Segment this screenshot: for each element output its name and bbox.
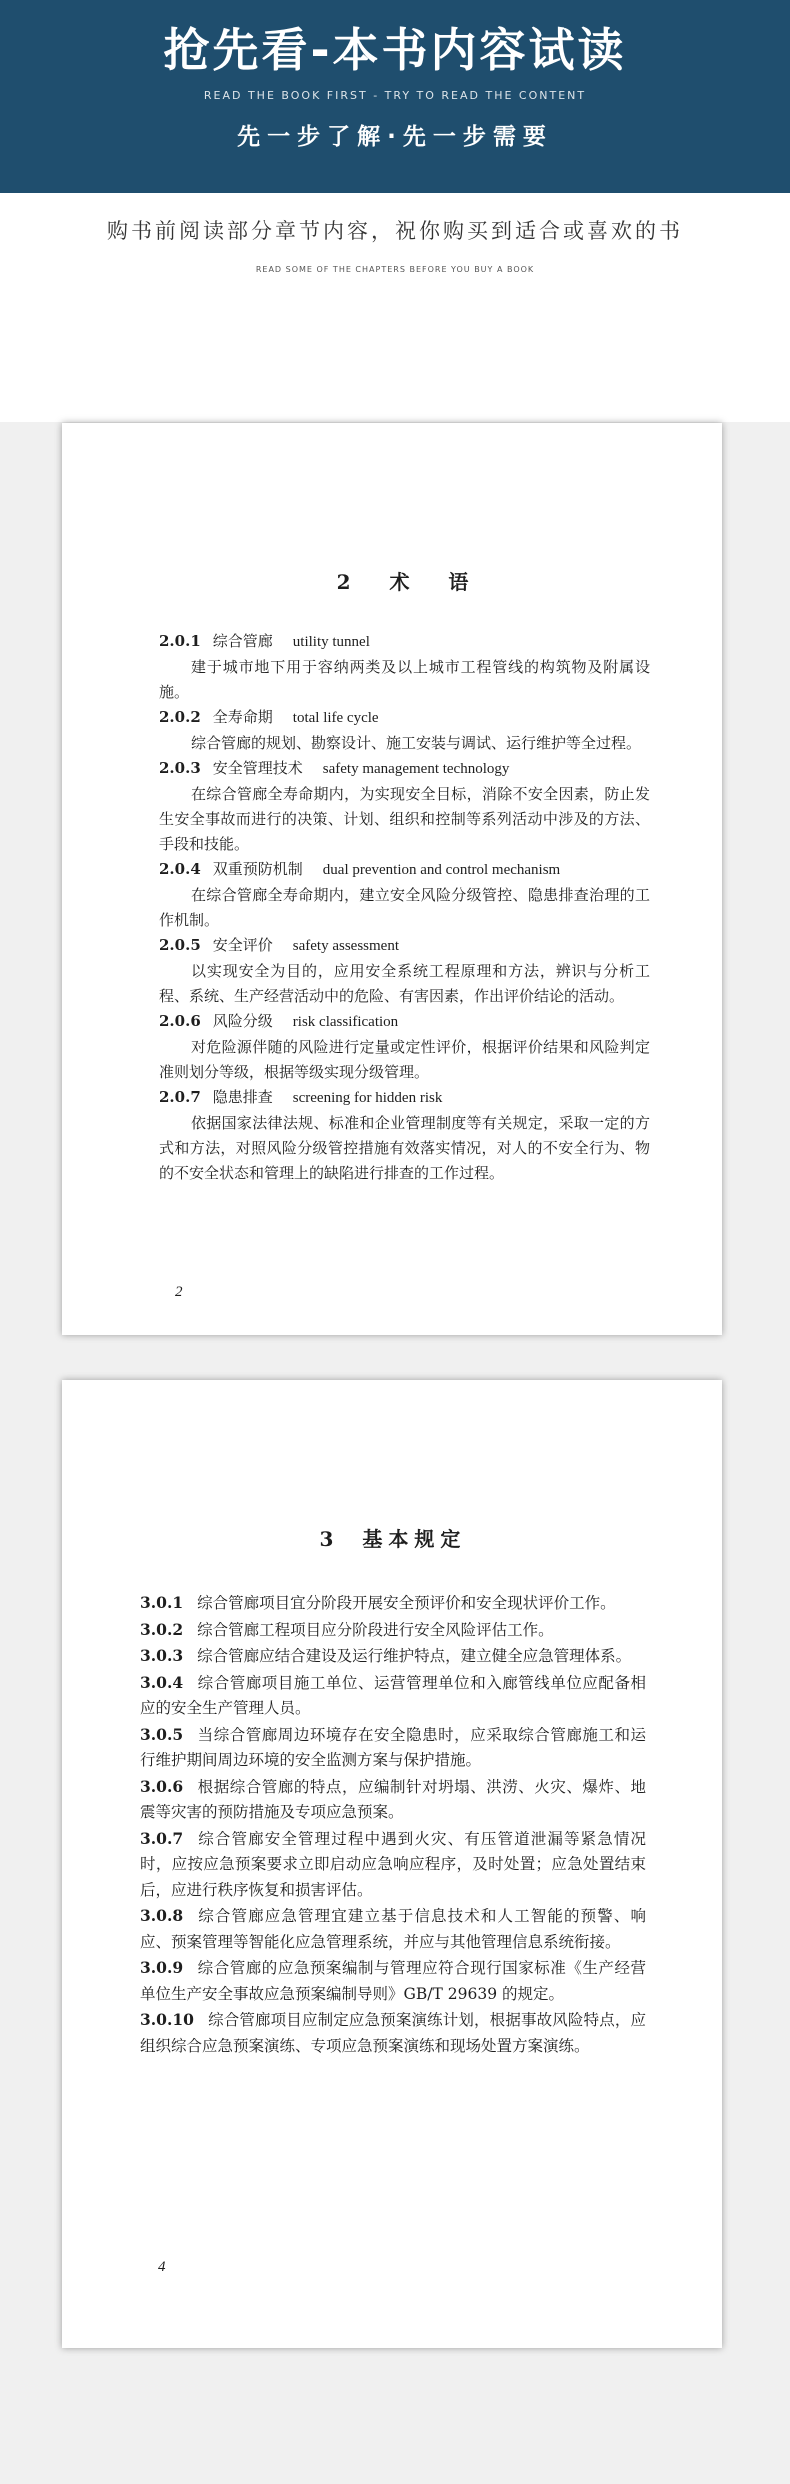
term-en: dual prevention and control mechanism <box>322 862 561 878</box>
page-title: 2 术 语 <box>336 570 473 594</box>
rule-item <box>140 1590 646 1617</box>
rule-text: 综合管廊工程项目应分阶段进行安全风险评估工作。 <box>197 1620 554 1639</box>
rule-text: 综合管廊应急管理宜建立基于信息技术和人工智能的预警、响应、预案管理等智能化应急管理系统，并应与其他管理信息系统衔接。 <box>140 1907 646 1951</box>
term-definition: 在综合管廊全寿命期内，为实现安全目标，消除不安全因素，防止发生安全事故而进行的决策、计划、组织和控制等系列活动中涉及的方法、手段和技能。 <box>159 785 650 853</box>
terms-list <box>159 629 650 1186</box>
rule-text: 综合管廊项目应制定应急预案演练计划，根据事故风险特点，应组织综合应急预案演练、专项应急预案演练和现场处置方案演练。 <box>140 2011 646 2055</box>
term-en: screening for hidden risk <box>292 1090 443 1106</box>
term-item <box>159 1009 650 1085</box>
term-definition: 依据国家法律法规、标准和企业管理制度等有关规定，采取一定的方式和方法，对照风险分级管控措施有效落实情况，对人的不安全行为、物的不安全状态和管理上的缺陷进行排查的工作过程。 <box>159 1114 650 1182</box>
rule-number: 3.0.5 <box>140 1724 184 1744</box>
term-zh: 隐患排查 <box>212 1088 273 1106</box>
term-definition: 综合管廊的规划、勘察设计、施工安装与调试、运行维护等全过程。 <box>191 734 642 752</box>
term-en: utility tunnel <box>292 634 370 650</box>
book-page-basic-rules <box>62 1380 722 2348</box>
term-zh: 安全评价 <box>212 936 273 954</box>
term-item <box>159 1085 650 1186</box>
term-number: 2.0.3 <box>159 759 201 777</box>
rule-text: 综合管廊安全管理过程中遇到火灾、有压管道泄漏等紧急情况时，应按应急预案要求立即启动应急响应程序，及时处置；应急处置结束后，应进行秩序恢复和损害评估。 <box>140 1829 646 1899</box>
rule-number: 3.0.7 <box>140 1828 184 1848</box>
rule-item <box>140 1670 646 1722</box>
rule-number: 3.0.4 <box>140 1672 184 1692</box>
rule-text: 综合管廊项目施工单位、运营管理单位和入廊管线单位应配备相应的安全生产管理人员。 <box>140 1673 646 1717</box>
term-en: safety assessment <box>292 938 400 954</box>
intro-small-text: READ SOME OF THE CHAPTERS BEFORE YOU BUY A BOOK <box>255 265 535 274</box>
term-zh: 双重预防机制 <box>212 860 303 878</box>
page-number: 4 <box>158 2259 166 2275</box>
book-page-terms <box>62 423 722 1335</box>
rule-number: 3.0.1 <box>140 1593 184 1612</box>
term-en: risk classification <box>292 1014 399 1030</box>
term-definition: 在综合管廊全寿命期内，建立安全风险分级管控、隐患排查治理的工作机制。 <box>159 886 650 929</box>
term-zh: 综合管廊 <box>212 632 273 650</box>
rule-item <box>140 1826 646 1904</box>
term-en: safety management technology <box>322 761 510 777</box>
rule-text: 综合管廊的应急预案编制与管理应符合现行国家标准《生产经营单位生产安全事故应急预案编制导则》GB/T 29639 的规定。 <box>140 1959 646 2003</box>
rule-text: 综合管廊应结合建设及运行维护特点，建立健全应急管理体系。 <box>197 1647 632 1665</box>
rule-item <box>140 1722 646 1774</box>
term-en: total life cycle <box>292 710 379 726</box>
banner-subtitle: READ THE BOOK FIRST - TRY TO READ THE CONTENT <box>203 88 587 102</box>
term-item <box>159 756 650 857</box>
page-number: 2 <box>175 1284 183 1300</box>
banner-slogan: 先一步了解·先一步需要 <box>237 123 553 150</box>
term-definition: 建于城市地下用于容纳两类及以上城市工程管线的构筑物及附属设施。 <box>159 658 650 701</box>
rule-item <box>140 1903 646 1955</box>
header-banner <box>0 0 790 193</box>
rule-number: 3.0.3 <box>140 1646 184 1665</box>
intro-section <box>0 193 790 422</box>
rule-item <box>140 1774 646 1826</box>
rule-number: 3.0.2 <box>140 1619 184 1639</box>
term-definition: 以实现安全为目的，应用安全系统工程原理和方法，辨识与分析工程、系统、生产经营活动中的危险、有害因素，作出评价结论的活动。 <box>159 962 650 1005</box>
term-item <box>159 857 650 933</box>
rule-text: 综合管廊项目宜分阶段开展安全预评价和安全现状评价工作。 <box>197 1594 616 1612</box>
term-number: 2.0.6 <box>159 1012 201 1030</box>
page-title: 3 基本规定 <box>319 1527 467 1551</box>
term-number: 2.0.1 <box>159 632 201 650</box>
intro-text: 购书前阅读部分章节内容，祝你购买到适合或喜欢的书 <box>107 219 683 243</box>
rule-item <box>140 1955 646 2007</box>
rule-text: 当综合管廊周边环境存在安全隐患时，应采取综合管廊施工和运行维护期间周边环境的安全监测方案与保护措施。 <box>140 1725 646 1769</box>
term-item <box>159 933 650 1009</box>
rule-item <box>140 1643 646 1670</box>
rule-number: 3.0.6 <box>140 1776 184 1796</box>
term-zh: 风险分级 <box>212 1012 273 1030</box>
rule-number: 3.0.10 <box>140 2010 194 2029</box>
term-item <box>159 629 650 705</box>
term-definition: 对危险源伴随的风险进行定量或定性评价，根据评价结果和风险判定准则划分等级，根据等级实现分级管理。 <box>159 1038 650 1081</box>
rules-list <box>140 1590 646 2059</box>
term-zh: 全寿命期 <box>212 708 273 726</box>
rule-number: 3.0.8 <box>140 1906 184 1925</box>
rule-item <box>140 1617 646 1644</box>
rule-text: 根据综合管廊的特点，应编制针对坍塌、洪涝、火灾、爆炸、地震等灾害的预防措施及专项应急预案。 <box>140 1777 646 1821</box>
term-number: 2.0.7 <box>159 1088 201 1106</box>
banner-title: 抢先看-本书内容试读 <box>163 23 627 77</box>
term-zh: 安全管理技术 <box>212 759 303 777</box>
term-number: 2.0.5 <box>159 936 201 954</box>
term-number: 2.0.2 <box>159 708 201 726</box>
term-number: 2.0.4 <box>159 860 201 878</box>
term-item <box>159 705 650 756</box>
rule-item <box>140 2007 646 2059</box>
rule-number: 3.0.9 <box>140 1958 184 1977</box>
